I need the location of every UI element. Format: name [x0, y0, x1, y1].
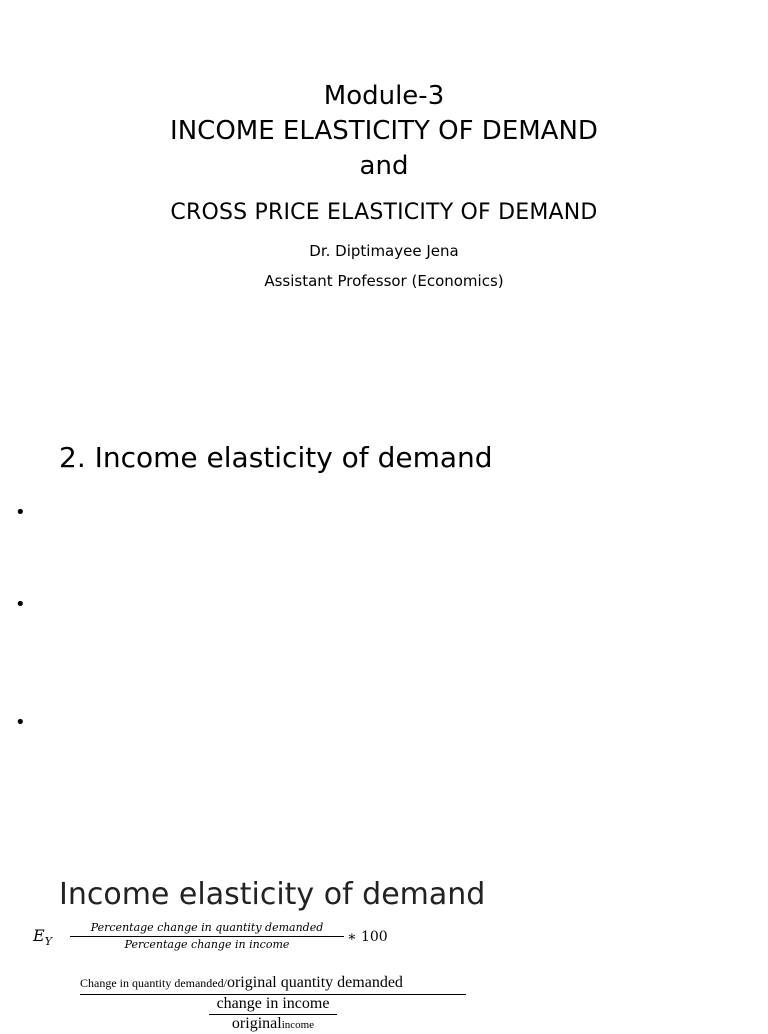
- ratio-denominator-bottom: [80, 1015, 466, 1034]
- bullet-marker: •: [15, 712, 26, 733]
- bullet-marker: •: [15, 594, 26, 615]
- ratio-denominator-bottom-part2: income: [281, 1019, 315, 1031]
- formula-lhs-subscript: Y: [44, 935, 52, 949]
- ratio-numerator-part1: Change in quantity demanded/: [80, 976, 227, 990]
- fraction-denominator: Percentage change in income: [124, 938, 290, 951]
- ratio-denominator-top: change in income: [216, 995, 330, 1012]
- formula-lhs-symbol: E: [33, 926, 45, 945]
- bullet-marker: •: [15, 502, 26, 523]
- multiplier: ∗ 100: [347, 929, 388, 945]
- author-role: Assistant Professor (Economics): [264, 272, 504, 290]
- fraction-numerator: Percentage change in quantity demanded: [90, 921, 324, 934]
- formula-lhs: [33, 925, 52, 953]
- module-title: Module-3: [323, 81, 445, 111]
- subtitle: CROSS PRICE ELASTICITY OF DEMAND: [170, 200, 598, 225]
- formula-heading: Income elasticity of demand: [59, 877, 486, 912]
- ratio-numerator-part2: original quantity demanded: [226, 974, 403, 991]
- author-name: Dr. Diptimayee Jena: [309, 242, 459, 260]
- section-heading: 2. Income elasticity of demand: [59, 441, 493, 474]
- ratio-numerator: [80, 973, 466, 993]
- ratio-fraction: [80, 973, 466, 1034]
- main-title: INCOME ELASTICITY OF DEMAND: [170, 116, 598, 146]
- percentage-fraction: [70, 921, 344, 952]
- main-title-conjunction: and: [359, 151, 409, 181]
- ratio-denominator-bottom-part1: original: [231, 1015, 282, 1032]
